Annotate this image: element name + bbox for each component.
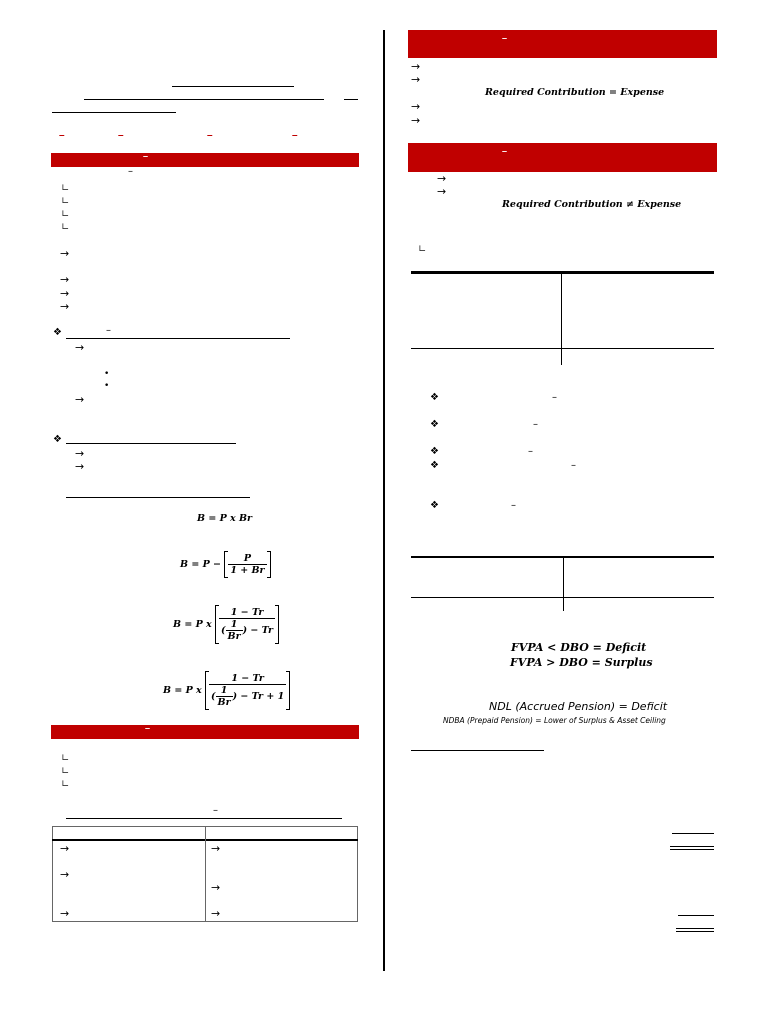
total-double-rule [670,846,714,847]
title-underline-4 [52,112,176,113]
section-header-band-1 [51,153,359,167]
diamond-bullet-icon: ❖ [430,500,439,511]
corner-icon: ∟ [61,196,70,207]
inner-numerator: 1 [220,685,228,696]
heading-underline [411,750,544,751]
arrow-icon: → [411,100,421,113]
inner-numerator: 1 [230,619,238,630]
arrow-icon: → [411,114,421,127]
denominator-tail: − Tr [250,625,274,636]
arrow-icon: → [211,907,221,920]
formula-lhs: B = P x [163,685,202,696]
bullet-icon: • [104,369,110,379]
total-double-rule [670,849,714,850]
dash-mark: – [213,805,218,816]
corner-icon: ∟ [61,209,70,220]
arrow-icon: → [75,393,85,406]
heading-underline [66,443,236,444]
inner-denominator: Br [227,631,241,642]
formula-bracket [205,671,290,710]
arrow-icon: → [60,287,70,300]
table-column-divider [205,826,206,921]
column-divider [383,30,385,971]
equation-text: FVPA > DBO = Surplus [510,656,653,669]
equation-text: NDBA (Prepaid Pension) = Lower of Surplus & Asset Ceiling [443,716,666,725]
dash-mark: – [128,166,133,177]
subtotal-rule [672,833,714,834]
dash-mark: – [533,419,538,430]
arrow-icon: → [60,300,70,313]
inner-fraction [216,685,233,708]
t-account-bottom-rule [411,348,714,349]
formula-fraction [209,673,286,708]
equation-text: NDL (Accrued Pension) = Deficit [489,700,668,713]
total-double-rule [676,928,714,929]
fraction-denominator: ( $\frac{1}{Br}$ ) − Tr + 1 [211,685,285,708]
dash-mark: – [511,500,516,511]
arrow-icon: → [60,273,70,286]
red-dash-3: – [207,130,213,141]
band-dash: – [502,33,508,43]
diamond-bullet-icon: ❖ [430,392,439,403]
inner-denominator: Br [217,697,231,708]
equation-text: Required Contribution = Expense [485,87,665,98]
title-underline-1 [172,86,294,87]
arrow-icon: → [211,842,221,855]
band-dash: – [145,723,151,733]
section-header-band-4 [408,143,717,172]
diamond-bullet-icon: ❖ [53,327,62,338]
corner-icon: ∟ [61,779,70,790]
fraction-numerator: 1 − Tr [231,673,264,684]
arrow-icon: → [211,881,221,894]
heading-underline [66,497,250,498]
formula-fraction [219,607,275,642]
t-account-bottom-rule [411,597,714,598]
formula-lhs: B = P − [180,559,222,570]
formula-b-equals-p-x-br [197,513,252,524]
fraction-numerator: 1 − Tr [230,607,264,618]
section-header-band-2 [51,725,359,739]
diamond-bullet-icon: ❖ [430,460,439,471]
fraction-numerator: P [243,553,252,564]
equation-required-equals-expense [485,87,664,98]
formula-fraction [228,553,266,576]
equation-deficit [511,641,646,654]
red-dash-2: – [118,130,124,141]
arrow-icon: → [411,60,421,73]
inner-fraction [226,619,243,642]
diamond-bullet-icon: ❖ [53,434,62,445]
corner-icon: ∟ [418,244,427,255]
arrow-icon: → [437,185,447,198]
arrow-icon: → [75,447,85,460]
arrow-icon: → [60,247,70,260]
dash-mark: – [106,325,111,336]
equation-text: FVPA < DBO = Deficit [511,641,647,654]
band-dash: – [502,146,508,156]
corner-icon: ∟ [61,753,70,764]
arrow-icon: → [60,868,70,881]
dash-mark: – [571,460,576,471]
formula-b-p-x-tr-plus-1 [163,671,290,710]
formula-b-p-x-tr [173,605,279,644]
subtotal-rule [678,915,714,916]
fraction-denominator: 1 + Br [230,565,265,576]
t-account-divider [563,558,564,611]
t-account-top-rule [411,271,714,274]
arrow-icon: → [60,842,70,855]
table-title-underline [66,818,342,819]
formula-text: B = P x Br [197,513,253,524]
title-underline-2 [84,99,324,100]
section-header-band-3 [408,30,717,58]
formula-lhs: B = P x [173,619,212,630]
band-dash: – [143,151,149,161]
arrow-icon: → [60,907,70,920]
red-dash-4: – [292,130,298,141]
equation-surplus [510,656,653,669]
equation-ndba [443,716,666,725]
dash-mark: – [528,446,533,457]
title-underline-3 [344,99,358,100]
heading-underline [66,338,290,339]
total-double-rule [676,931,714,932]
arrow-icon: → [411,73,421,86]
bullet-icon: • [104,381,110,391]
formula-bracket [215,605,279,644]
arrow-icon: → [75,341,85,354]
diamond-bullet-icon: ❖ [430,446,439,457]
formula-b-p-minus [180,551,271,578]
red-dash-1: – [59,130,65,141]
corner-icon: ∟ [61,766,70,777]
equation-ndl [489,700,667,713]
formula-bracket [224,551,270,578]
t-account-divider [561,274,562,365]
arrow-icon: → [75,460,85,473]
corner-icon: ∟ [61,183,70,194]
arrow-icon: → [437,172,447,185]
diamond-bullet-icon: ❖ [430,419,439,430]
denominator-tail: − Tr + 1 [240,691,285,702]
corner-icon: ∟ [61,222,70,233]
dash-mark: – [552,392,557,403]
equation-text: Required Contribution ≠ Expense [502,199,682,210]
fraction-denominator: ( $\frac{1}{Br}$ ) − Tr [221,619,274,642]
equation-required-not-equal-expense [502,199,681,210]
